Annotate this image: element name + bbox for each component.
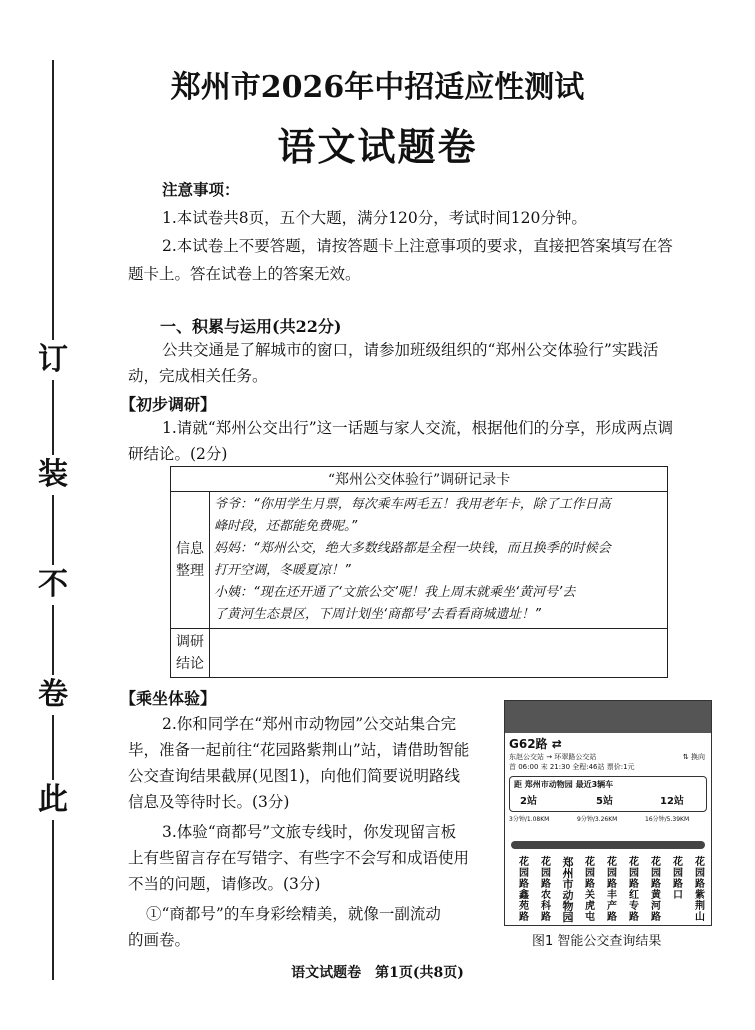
screenshot-top-bar bbox=[505, 701, 711, 733]
message-1-line-2: 的画卷。 bbox=[128, 931, 191, 949]
arrival-details bbox=[505, 812, 711, 824]
question-3-line-1: 3.体验“商都号”文旅专线时，你发现留言板 bbox=[162, 823, 457, 841]
route-line bbox=[511, 841, 705, 849]
arrival-info-box bbox=[509, 776, 707, 812]
notice-item-2-line-2: 题卡上。答在试卷上的答案无效。 bbox=[128, 265, 361, 283]
route-name: G62路 ⇄ bbox=[509, 737, 562, 751]
message-1-line-1: ①“商都号”的车身彩绘精美，就像一副流动 bbox=[146, 905, 441, 923]
exam-title: 郑州市2026年中招适应性测试 bbox=[170, 70, 585, 105]
grandpa-line-1: 爷爷：“你用学生月票，每次乘车两毛五！我用老年卡，除了工作日高 bbox=[214, 497, 611, 512]
mom-line-1: 妈妈：“郑州公交，绝大多数线路都是全程一块钱，而且换季的时候会 bbox=[214, 541, 611, 556]
aunt-line-2: 了黄河生态景区，下周计划坐‘商都号’去看看商城遗址！” bbox=[214, 607, 541, 622]
question-1-line-1: 1.请就“郑州公交出行”这一话题与家人交流，根据他们的分享，形成两点调 bbox=[162, 419, 674, 437]
info-label-line-2: 整理 bbox=[176, 563, 204, 579]
part-2-heading: 【乘坐体验】 bbox=[120, 689, 217, 708]
binding-char-bu: 不 bbox=[35, 565, 71, 605]
stop-name: 花园路红专路 bbox=[629, 857, 639, 923]
section-1-intro-line-2: 动，完成相关任务。 bbox=[128, 367, 268, 385]
bus-query-screenshot bbox=[504, 700, 712, 926]
notice-item-2-line-1: 2.本试卷上不要答题，请按答题卡上注意事项的要求，直接把答案填写在答 bbox=[162, 237, 673, 255]
section-1-intro-line-1: 公共交通是了解城市的窗口，请参加班级组织的“郑州公交体验行”实践活 bbox=[162, 341, 659, 359]
route-schedule: 首 06:00 末 21:30 全程:46站 票价:1元 bbox=[509, 763, 635, 771]
bus-1-detail: 3分钟/1.08KM bbox=[509, 816, 550, 823]
mom-line-2: 打开空调，冬暖夏凉！” bbox=[214, 563, 351, 578]
route-direction: 东赵公交站 → 环翠路公交站 bbox=[509, 753, 597, 761]
binding-margin bbox=[30, 60, 80, 980]
stop-name: 花园路鑫苑路 bbox=[519, 857, 529, 923]
part-1-heading: 【初步调研】 bbox=[120, 395, 217, 414]
conclusion-label-line-1: 调研 bbox=[176, 634, 204, 650]
conclusion-answer-area[interactable] bbox=[210, 629, 668, 678]
question-1-line-2: 研结论。(2分) bbox=[128, 445, 228, 463]
question-3-line-3: 不当的问题，请修改。(3分) bbox=[128, 875, 321, 893]
binding-char-juan: 卷 bbox=[35, 675, 71, 715]
page-footer: 语文试题卷 第1页(共8页) bbox=[291, 965, 464, 981]
route-direction-row bbox=[505, 752, 711, 762]
bus-2-stops: 5站 bbox=[596, 796, 613, 807]
section-1-heading: 一、积累与运用(共22分) bbox=[160, 317, 342, 336]
figure-1-caption: 图1 智能公交查询结果 bbox=[532, 934, 662, 949]
binding-char-ci: 此 bbox=[35, 780, 71, 820]
stop-name-destination: 花园路紫荆山 bbox=[695, 857, 705, 923]
question-2-line-3: 公交查询结果截屏(见图1)，向他们简要说明路线 bbox=[128, 767, 460, 785]
info-label bbox=[171, 492, 210, 629]
stop-name: 花园路丰产路 bbox=[607, 857, 617, 923]
bus-3-detail: 16分钟/5.39KM bbox=[645, 816, 690, 823]
binding-char-ding: 订 bbox=[35, 340, 71, 380]
question-2-line-1: 2.你和同学在“郑州市动物园”公交站集合完 bbox=[162, 715, 457, 733]
stop-name: 花园路黄河路 bbox=[651, 857, 661, 923]
stop-name-current: 郑州市动物园 bbox=[562, 856, 574, 924]
bus-3-stops: 12站 bbox=[660, 796, 684, 807]
conclusion-label-line-2: 结论 bbox=[176, 656, 204, 672]
stop-name: 花园路口 bbox=[673, 857, 683, 901]
research-record-card bbox=[170, 466, 668, 678]
stop-name: 花园路关虎屯 bbox=[585, 857, 595, 923]
binding-line bbox=[52, 60, 54, 980]
paper-title: 语文试题卷 bbox=[277, 124, 478, 169]
binding-char-zhuang: 装 bbox=[35, 455, 71, 495]
info-label-line-1: 信息 bbox=[176, 541, 204, 557]
question-3-line-2: 上有些留言存在写错字、有些字不会写和成语使用 bbox=[128, 849, 470, 867]
question-2-line-2: 毕，准备一起前往“花园路紫荆山”站，请借助智能 bbox=[128, 741, 470, 759]
stop-name: 花园路农科路 bbox=[541, 857, 551, 923]
aunt-line-1: 小姨：“现在还开通了‘文旅公交’呢！我上周末就乘坐‘黄河号’去 bbox=[214, 585, 576, 600]
current-stop: 距 郑州市动物园 最近3辆车 bbox=[514, 780, 614, 789]
stop-list bbox=[517, 857, 707, 923]
bus-1-stops: 2站 bbox=[520, 796, 537, 807]
conclusion-label bbox=[171, 629, 210, 678]
bus-2-detail: 9分钟/3.26KM bbox=[577, 816, 618, 823]
question-2-line-4: 信息及等待时长。(3分) bbox=[128, 793, 290, 811]
notice-heading: 注意事项： bbox=[162, 180, 240, 199]
swap-direction-button[interactable]: ⇅ 换向 bbox=[682, 753, 705, 761]
grandpa-line-2: 峰时段，还都能免费呢。” bbox=[214, 519, 358, 534]
record-card-title: “郑州公交体验行”调研记录卡 bbox=[171, 467, 668, 492]
notice-item-1: 1.本试卷共8页，五个大题，满分120分，考试时间120分钟。 bbox=[162, 209, 587, 227]
info-content bbox=[210, 492, 668, 629]
